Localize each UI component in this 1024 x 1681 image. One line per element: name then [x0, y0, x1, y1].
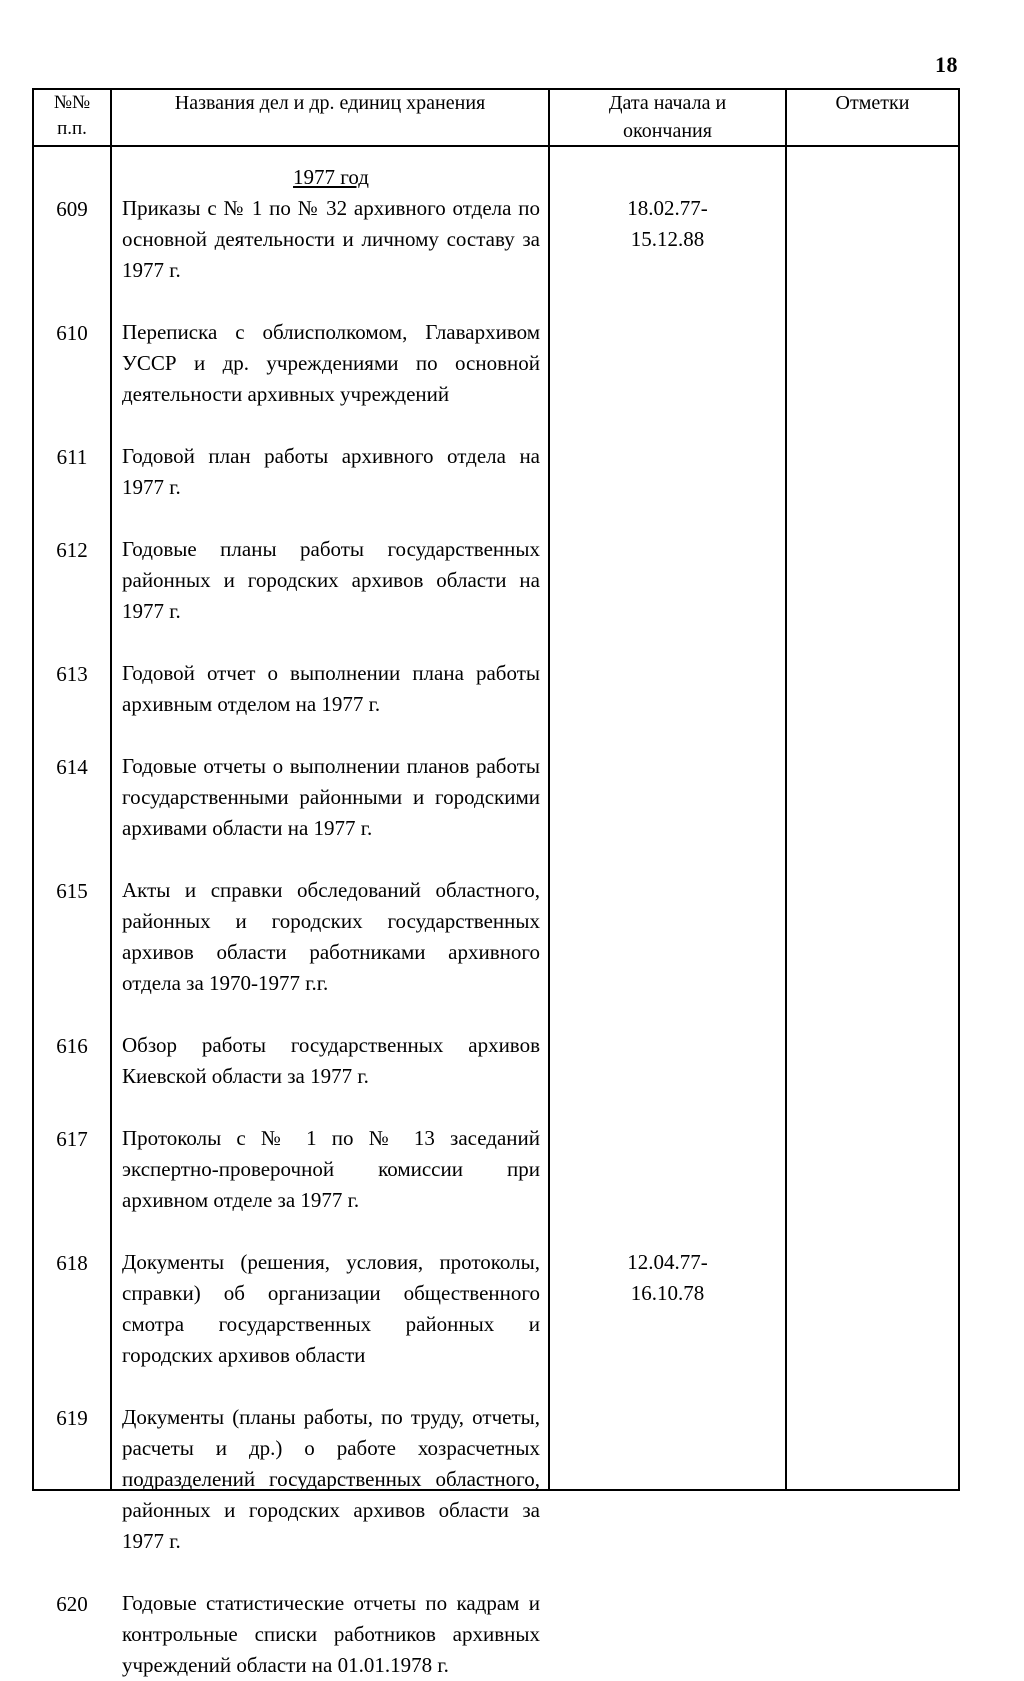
row-number: 619	[56, 1406, 88, 1431]
row-number: 611	[56, 445, 88, 470]
row-number: 615	[56, 879, 88, 904]
row-title: Протоколы с № 1 по № 13 заседаний экспертно-проверочной комиссии при архивном отделе за 1977 г.	[122, 1126, 540, 1213]
column-header-notes: Отметки	[786, 89, 959, 146]
column-header-number-line1: №№	[53, 92, 91, 113]
row-number: 618	[56, 1251, 88, 1276]
row-number: 620	[56, 1592, 88, 1617]
row-date-end: 16.10.78	[630, 1281, 705, 1306]
row-title: Документы (планы работы, по труду, отчеты, расчеты и др.) о работе хозрасчетных подразделений государственных областного, районных и городских архивов области за 1977 г.	[122, 1405, 540, 1554]
titles-column-inner	[112, 147, 548, 1678]
row-title: Годовой план работы архивного отдела на 1977 г.	[122, 444, 540, 500]
notes-column	[786, 146, 959, 1490]
notes-column-inner	[787, 147, 958, 1489]
row-date-end: 15.12.88	[630, 227, 705, 252]
column-header-dates-line1: Дата начала и	[608, 92, 727, 114]
row-number: 609	[56, 197, 88, 222]
row-number: 612	[56, 538, 88, 563]
dates-column	[549, 146, 786, 1490]
table-header-row	[33, 89, 959, 146]
table-body-row	[33, 146, 959, 1490]
row-number: 613	[56, 662, 88, 687]
row-dates	[550, 193, 785, 255]
row-number: 616	[56, 1034, 88, 1059]
row-title: Годовой отчет о выполнении плана работы архивным отделом на 1977 г.	[122, 661, 540, 717]
row-title: Акты и справки обследований областного, районных и городских государственных архивов области работниками архивного отдела за 1970-1977 г.г.	[122, 878, 540, 996]
row-title: Обзор работы государственных архивов Киевской области за 1977 г.	[122, 1033, 540, 1089]
row-date-start: 12.04.77-	[627, 1250, 708, 1275]
numbers-column-inner	[34, 147, 110, 1617]
column-header-number-line2: п.п.	[57, 118, 87, 140]
row-number: 617	[56, 1127, 88, 1152]
column-header-title: Названия дел и др. единиц хранения	[111, 89, 549, 146]
row-date-start: 18.02.77-	[627, 196, 708, 221]
page-number: 18	[935, 52, 958, 77]
dates-column-inner	[550, 147, 785, 1489]
row-number: 610	[56, 321, 88, 346]
titles-column	[111, 146, 549, 1678]
row-number: 614	[56, 755, 88, 780]
row-title: Годовые отчеты о выполнении планов работы государственными районными и городскими архивами области на 1977 г.	[122, 754, 540, 841]
inventory-table	[32, 88, 960, 1678]
section-heading: 1977 год	[293, 165, 369, 190]
column-header-dates-line2: окончания	[623, 119, 712, 142]
column-header-dates	[549, 89, 786, 146]
row-title: Годовые статистические отчеты по кадрам и контрольные списки работников архивных учреждений области на 01.01.1978 г.	[122, 1591, 540, 1678]
row-title: Годовые планы работы государственных районных и городских архивов области на 1977 г.	[122, 537, 540, 624]
row-title: Приказы с № 1 по № 32 архивного отдела по основной деятельности и личному составу за 1977 г.	[122, 196, 540, 283]
row-title: Документы (решения, условия, протоколы, справки) об организации общественного смотра государственных районных и городских архивов области	[122, 1250, 540, 1368]
column-header-number	[33, 89, 111, 146]
row-dates	[550, 1247, 785, 1309]
numbers-column	[33, 146, 111, 1617]
row-title: Переписка с облисполкомом, Главархивом УССР и др. учреждениями по основной деятельности архивных учреждений	[122, 320, 540, 407]
